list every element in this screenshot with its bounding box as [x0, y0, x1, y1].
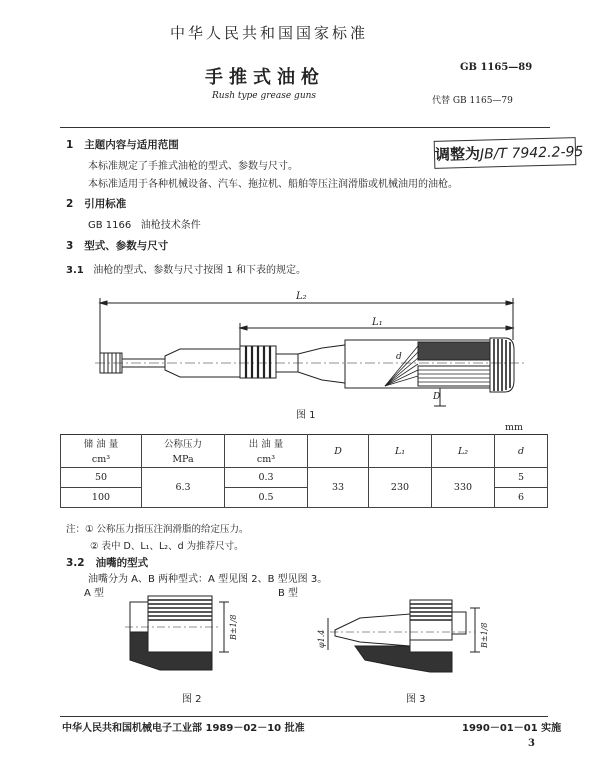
cell-l2: 330: [432, 468, 495, 508]
replaces-note: 代替 GB 1165—79: [432, 96, 513, 106]
table-row: [61, 468, 548, 488]
issuer-line: 中华人民共和国机械电子工业部 1989－02－10 批准: [62, 723, 305, 734]
figure-3-drawing: [328, 600, 480, 672]
fig2-dimension: B±1/8: [229, 614, 238, 640]
cell-capacity: 100: [61, 488, 142, 508]
figure-2-drawing: [125, 596, 229, 670]
note-1: [66, 521, 249, 535]
section-number: 3.1: [66, 265, 84, 276]
fig3-dimension: B±1/8: [480, 622, 489, 648]
cell-l1: 230: [369, 468, 432, 508]
section-number: 3.2: [66, 557, 85, 569]
effective-date: 1990－01－01 实施: [462, 723, 562, 734]
cell-d-small: 5: [495, 468, 548, 488]
section-number: 2: [66, 198, 74, 210]
note-2: ② 表中 D、L₁、L₂、d 为推荐尺寸。: [90, 541, 244, 552]
unit-output: cm³: [225, 451, 308, 468]
header-l2: L₂: [432, 435, 495, 468]
type-a-label: A 型: [84, 588, 105, 599]
reference-name: 油枪技术条件: [140, 220, 201, 231]
note-label: 注：: [66, 524, 86, 535]
national-standard-title: 中华人民共和国国家标准: [170, 24, 369, 42]
section-title: 型式、参数与尺寸: [84, 240, 169, 252]
section-text: 油枪的型式、参数与尺寸按图 1 和下表的规定。: [93, 265, 306, 276]
type-b-label: B 型: [278, 588, 299, 599]
section-title: 油嘴的型式: [95, 557, 149, 569]
section-number: 1: [66, 139, 74, 151]
standard-title: 手推式油枪: [205, 67, 325, 88]
cell-output: 0.3: [225, 468, 308, 488]
standard-title-english: Rush type grease guns: [212, 91, 317, 101]
section-3-2-text: 油嘴分为 A、B 两种型式：A 型见图 2、B 型见图 3。: [88, 574, 328, 585]
stamp-prefix: 调整为: [434, 144, 481, 164]
header-capacity: 储 油 量: [61, 435, 142, 452]
header-d-large: D: [308, 435, 369, 468]
spec-table: [60, 434, 548, 508]
section-title: 主题内容与适用范围: [84, 139, 179, 151]
cell-pressure: 6.3: [142, 468, 225, 508]
section-number: 3: [66, 240, 74, 252]
reference-code: GB 1166: [88, 220, 132, 231]
table-header-row: [61, 435, 548, 452]
figure-2-caption: 图 2: [182, 694, 202, 705]
fig3-dimension-phi: φ1.4: [317, 629, 326, 648]
label-d-small: d: [396, 352, 402, 362]
table-unit: mm: [505, 422, 524, 433]
figure-3-caption: 图 3: [406, 694, 426, 705]
section-3-2-heading: [66, 555, 148, 570]
header-output: 出 油 量: [225, 435, 308, 452]
figure-1-caption: 图 1: [296, 410, 316, 421]
header-pressure: 公称压力: [142, 435, 225, 452]
note-text: ① 公称压力指压注润滑脂的给定压力。: [85, 524, 249, 535]
label-d-large: D: [433, 392, 441, 402]
stamp-code: JB/T 7942.2-95: [479, 143, 584, 163]
unit-pressure: MPa: [142, 451, 225, 468]
section-1-line-1: 本标准规定了手推式油枪的型式、参数与尺寸。: [88, 161, 298, 172]
standard-code: GB 1165—89: [460, 62, 533, 73]
section-1-line-2: 本标准适用于各种机械设备、汽车、拖拉机、船舶等压注润滑脂或机械油用的油枪。: [88, 179, 458, 190]
footer-rule: [60, 716, 548, 717]
section-title: 引用标准: [84, 198, 127, 210]
label-l2: L₂: [296, 291, 307, 302]
cell-capacity: 50: [61, 468, 142, 488]
cell-output: 0.5: [225, 488, 308, 508]
label-l1: L₁: [372, 317, 383, 328]
cell-d-small: 6: [495, 488, 548, 508]
header-d-small: d: [495, 435, 548, 468]
page-number: 3: [528, 738, 535, 749]
unit-capacity: cm³: [61, 451, 142, 468]
header-l1: L₁: [369, 435, 432, 468]
cell-d-large: 33: [308, 468, 369, 508]
